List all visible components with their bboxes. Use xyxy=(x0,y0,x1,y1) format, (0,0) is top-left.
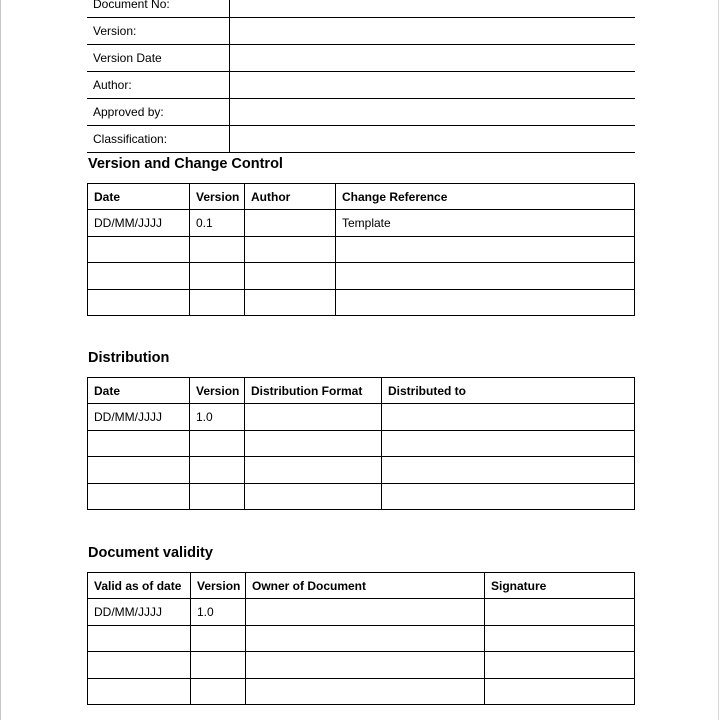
table-row xyxy=(88,457,635,483)
table-cell[interactable] xyxy=(246,652,485,678)
table-cell[interactable] xyxy=(245,263,336,289)
meta-row-classification xyxy=(87,126,635,153)
meta-row-approved-by xyxy=(87,99,635,126)
table-cell[interactable]: 1.0 xyxy=(191,599,246,625)
meta-row-version xyxy=(87,18,635,45)
table-cell[interactable] xyxy=(246,678,485,704)
table-row xyxy=(88,263,635,289)
table-cell[interactable] xyxy=(88,289,190,315)
table-cell[interactable]: 1.0 xyxy=(190,404,245,430)
table-cell[interactable] xyxy=(382,457,635,483)
distribution-title: Distribution xyxy=(88,350,170,366)
table-cell[interactable] xyxy=(88,678,191,704)
meta-value-approved-by[interactable] xyxy=(230,99,636,126)
table-cell[interactable] xyxy=(245,289,336,315)
column-header: Date xyxy=(88,378,190,404)
table-cell[interactable]: Template xyxy=(336,210,635,236)
table-cell[interactable] xyxy=(382,404,635,430)
table-cell[interactable] xyxy=(88,457,190,483)
meta-label-approved-by: Approved by: xyxy=(87,99,230,126)
meta-label-classification: Classification: xyxy=(87,126,230,153)
meta-value-classification[interactable] xyxy=(230,126,636,153)
table-row xyxy=(88,599,635,625)
column-header: Date xyxy=(88,184,190,210)
table-header-row xyxy=(88,573,635,599)
meta-value-version-date[interactable] xyxy=(230,45,636,72)
table-cell[interactable] xyxy=(382,483,635,509)
table-cell[interactable] xyxy=(190,263,245,289)
meta-label-document-no: Document No: xyxy=(87,0,230,18)
change-control-table xyxy=(87,183,635,316)
meta-row-document-no xyxy=(87,0,635,18)
column-header: Change Reference xyxy=(336,184,635,210)
table-cell[interactable] xyxy=(485,652,635,678)
column-header: Version xyxy=(191,573,246,599)
column-header: Version xyxy=(190,184,245,210)
meta-row-author xyxy=(87,72,635,99)
table-cell[interactable] xyxy=(190,236,245,262)
meta-label-author: Author: xyxy=(87,72,230,99)
column-header: Version xyxy=(190,378,245,404)
meta-value-version[interactable] xyxy=(230,18,636,45)
table-cell[interactable] xyxy=(88,236,190,262)
table-header-row xyxy=(88,378,635,404)
distribution-table xyxy=(87,377,635,510)
meta-label-version: Version: xyxy=(87,18,230,45)
table-cell[interactable] xyxy=(190,483,245,509)
table-cell[interactable] xyxy=(245,430,382,456)
meta-label-version-date: Version Date xyxy=(87,45,230,72)
column-header: Author xyxy=(245,184,336,210)
table-cell[interactable] xyxy=(191,678,246,704)
table-cell[interactable] xyxy=(245,236,336,262)
column-header: Signature xyxy=(485,573,635,599)
page-edge-right xyxy=(718,0,719,720)
table-cell[interactable] xyxy=(88,430,190,456)
change-control-title: Version and Change Control xyxy=(88,156,283,172)
table-cell[interactable] xyxy=(191,652,246,678)
table-cell[interactable] xyxy=(245,210,336,236)
table-cell[interactable] xyxy=(88,652,191,678)
table-cell[interactable] xyxy=(245,457,382,483)
meta-value-document-no[interactable] xyxy=(230,0,636,18)
table-cell[interactable] xyxy=(382,430,635,456)
column-header: Distributed to xyxy=(382,378,635,404)
table-row xyxy=(88,289,635,315)
table-cell[interactable] xyxy=(88,625,191,651)
table-row xyxy=(88,678,635,704)
table-cell[interactable]: DD/MM/JJJJ xyxy=(88,599,191,625)
table-row xyxy=(88,625,635,651)
column-header: Distribution Format xyxy=(245,378,382,404)
table-header-row xyxy=(88,184,635,210)
table-cell[interactable]: DD/MM/JJJJ xyxy=(88,210,190,236)
table-cell[interactable] xyxy=(485,678,635,704)
document-meta-table xyxy=(87,0,635,153)
column-header: Owner of Document xyxy=(246,573,485,599)
table-cell[interactable]: DD/MM/JJJJ xyxy=(88,404,190,430)
table-cell[interactable]: 0.1 xyxy=(190,210,245,236)
table-cell[interactable] xyxy=(336,289,635,315)
table-cell[interactable] xyxy=(190,457,245,483)
table-row xyxy=(88,236,635,262)
validity-title: Document validity xyxy=(88,545,213,561)
table-cell[interactable] xyxy=(245,404,382,430)
meta-value-author[interactable] xyxy=(230,72,636,99)
table-cell[interactable] xyxy=(88,263,190,289)
table-cell[interactable] xyxy=(336,236,635,262)
table-cell[interactable] xyxy=(485,599,635,625)
table-cell[interactable] xyxy=(485,625,635,651)
table-cell[interactable] xyxy=(190,430,245,456)
column-header: Valid as of date xyxy=(88,573,191,599)
table-row xyxy=(88,483,635,509)
validity-table xyxy=(87,572,635,705)
table-row xyxy=(88,652,635,678)
table-cell[interactable] xyxy=(246,599,485,625)
meta-row-version-date xyxy=(87,45,635,72)
table-row xyxy=(88,210,635,236)
table-cell[interactable] xyxy=(245,483,382,509)
table-cell[interactable] xyxy=(190,289,245,315)
table-row xyxy=(88,404,635,430)
table-cell[interactable] xyxy=(191,625,246,651)
table-cell[interactable] xyxy=(336,263,635,289)
page-edge-left xyxy=(0,0,1,720)
table-cell[interactable] xyxy=(246,625,485,651)
table-cell[interactable] xyxy=(88,483,190,509)
table-row xyxy=(88,430,635,456)
